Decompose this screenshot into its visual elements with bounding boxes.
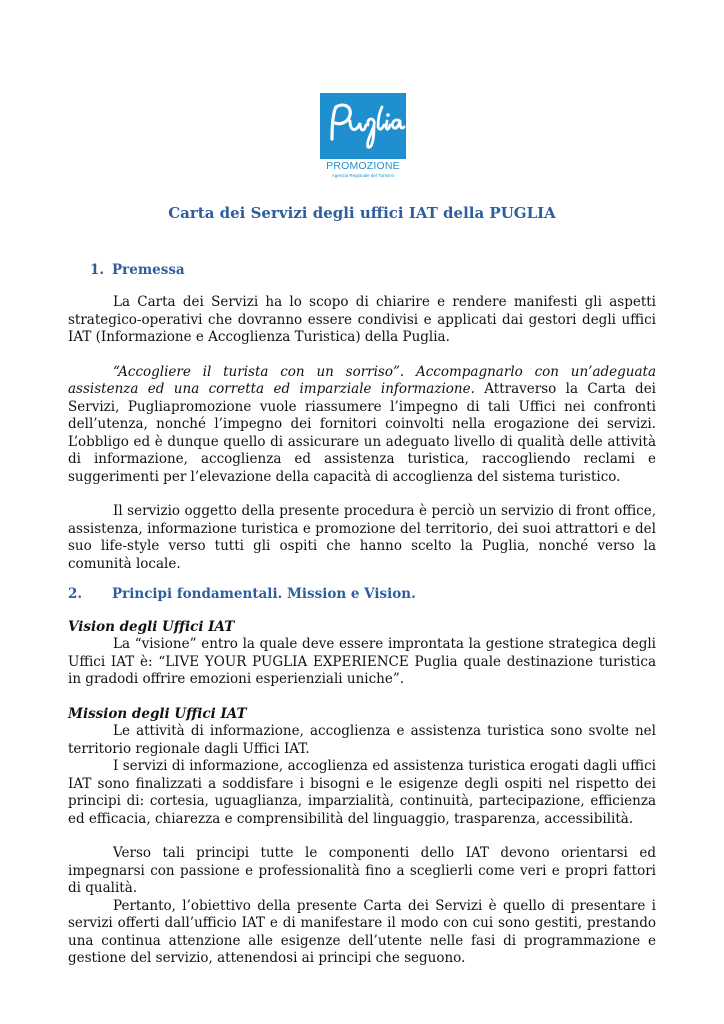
logo-promozione-text: PROMOZIONE <box>326 160 400 172</box>
mission-body <box>68 723 656 968</box>
puglia-promozione-logo <box>320 93 406 181</box>
logo-subtitle: Agenzia Regionale del Turismo <box>331 173 395 178</box>
premessa-paragraph-2-text: Attraverso la Carta dei Servizi, Pugliapromozione vuole riassumere l’impegno di tali Uffici nei confronti dell’utenza, nonché l’impegno dei fornitori coinvolti nella erogazione dei servizi. L’obbligo ed è dunque quello di assicurare un adeguato livello di qualità delle attività di informazione, accoglienza ed assistenza turistica, raccogliendo reclami e suggerimenti per l’elevazione della capacità di accoglienza del sistema turistico. <box>68 381 657 485</box>
section-2-number: 2. <box>68 586 83 602</box>
vision-body <box>68 636 656 689</box>
section-2-heading <box>68 586 416 602</box>
vision-heading: Vision degli Uffici IAT <box>68 619 235 635</box>
puglia-script-wordmark <box>320 93 406 159</box>
section-1-title: Premessa <box>112 262 185 278</box>
premessa-paragraph-1: La Carta dei Servizi ha lo scopo di chiarire e rendere manifesti gli aspetti strategico-operativi che dovranno essere condivisi e applicati dai gestori degli uffici IAT (Informazione e Accoglienza Turistica) della Puglia. <box>68 294 656 345</box>
section-1-body <box>68 294 656 573</box>
premessa-paragraph-2 <box>68 364 656 487</box>
vision-paragraph: La “visione” entro la quale deve essere improntata la gestione strategica degli Uffici IAT è: “LIVE YOUR PUGLIA EXPERIENCE Puglia quale destinazione turistica in gradodi offrire emozioni esperienziali uniche”. <box>68 636 656 687</box>
section-1-heading <box>90 262 185 278</box>
logo-blue-box <box>320 93 406 159</box>
document-title: Carta dei Servizi degli uffici IAT della PUGLIA <box>168 204 556 222</box>
section-2-title: Principi fondamentali. Mission e Vision. <box>112 586 416 602</box>
mission-paragraph-1: Le attività di informazione, accoglienza e assistenza turistica sono svolte nel territorio regionale dagli Uffici IAT. <box>68 723 656 757</box>
premessa-quote: “Accogliere il turista con un sorriso”. Accompagnarlo con un’adeguata assistenza ed una corretta ed imparziale informazione. <box>68 363 656 397</box>
mission-paragraph-3: Verso tali principi tutte le componenti dello IAT devono orientarsi ed impegnarsi con passione e professionalità fino a sceglierli come veri e propri fattori di qualità. <box>68 845 656 896</box>
mission-paragraph-2: I servizi di informazione, accoglienza ed assistenza turistica erogati dagli uffici IAT sono finalizzati a soddisfare i bisogni e le esigenze degli ospiti nel rispetto dei principi di: cortesia, uguaglianza, imparzialità, continuità, partecipazione, efficienza ed efficacia, chiarezza e comprensibilità del linguaggio, trasparenza, accessibilità. <box>68 758 656 827</box>
mission-heading: Mission degli Uffici IAT <box>68 706 247 722</box>
premessa-paragraph-3: Il servizio oggetto della presente procedura è perciò un servizio di front office, assistenza, informazione turistica e promozione del territorio, dei suoi attrattori e del suo life-style verso tutti gli ospiti che hanno scelto la Puglia, nonché verso la comunità locale. <box>68 503 656 572</box>
mission-paragraph-4: Pertanto, l’obiettivo della presente Carta dei Servizi è quello di presentare i servizi offerti dall’ufficio IAT e di manifestare il modo con cui sono gestiti, prestando una continua attenzione alle esigenze dell’utente nelle fasi di programmazione e gestione del servizio, attenendosi ai principi che seguono. <box>68 897 656 966</box>
section-1-number: 1. <box>90 262 105 278</box>
